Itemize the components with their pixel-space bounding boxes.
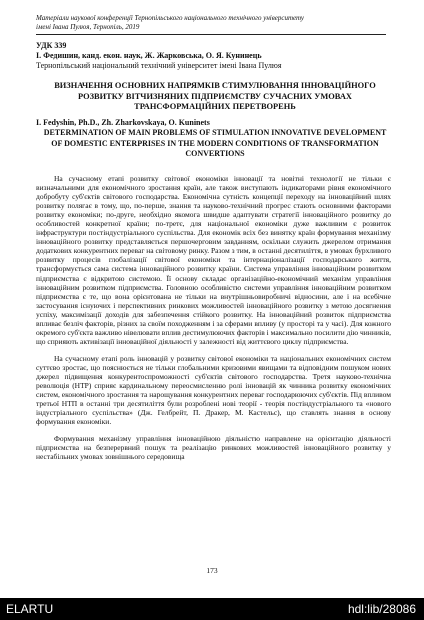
title-ukrainian: ВИЗНАЧЕННЯ ОСНОВНИХ НАПРЯМКІВ СТИМУЛЮВАННЯ ІННОВАЦІЙНОГО РОЗВИТКУ ВІТЧИЗНЯНИХ ПІДПРИЄМСТВУ СУЧАСНИХ УМОВАХ ТРАНСФОРМАЦІЙНИХ ПЕРЕТВОРЕНЬ	[54, 81, 376, 111]
header-line-1: Матеріали наукової конференції Тернопільського національного технічного університету	[36, 14, 305, 22]
article-body	[36, 174, 391, 461]
authors-english: I. Fedyshin, Ph.D., Zh. Zharkovskaya, O. Kuninets	[36, 118, 210, 127]
affiliation: Тернопільський національний технічний університет імені Івана Пулюя	[36, 61, 282, 70]
repository-name: ELARTU	[6, 602, 54, 616]
paragraph-1: На сучасному етапі розвитку світової економіки інновації та новітні технології не тільки є визначальними для економічного зростання країн, але також виступають індикаторами рівня економічного добробуту суб'єктів світового господарства. Економічна сутність концепції переходу на інноваційний шлях розвитку полягає в тому, що, по-перше, знання та науково-технічний прогрес стають основними факторами розвитку економіки; по-друге, необхідно якомога швидше адаптувати стратегії інноваційного розвитку до особливостей конкретної країни; по-третє, для національної економіки дуже важливим є розвиток інфраструктури постіндустріального суспільства. Для економік всіх без винятку країн формування механізму інноваційного розвитку представляється першочерговим завданням, оскільки служить джерелом отримання додаткових конкурентних переваг на світовому ринку. Разом з тим, в останні десятиліття, в умовах бурхливого розвитку процесів глобалізації світової економіки та інтернаціоналізації господарського життя, трансформується сама система інноваційного розвитку країни. Система управління інноваційним розвитком підприємства є відкритою системою. Її основу складає організаційно-економічний механізм управління інноваційним розвитком підприємства. Головною особливістю системи управління інноваційним розвитком підприємства є те, що вона орієнтована не тільки на внутрішньовиробничі відносини, але і на всебічне застосування існуючих і перспективних ринкових можливостей інноваційного розвитку з метою досягнення успіху, максимізації доходів для забезпечення стійкого розвитку. На інноваційний розвиток підприємства впливає безліч факторів, різних за своїм походженням і за сферами впливу (у просторі та у часі). Для кожного окремого суб'єкта важливо нівелювати вплив дестимулюючих факторів і максимально посилити дію чинників, що сприяють активізації інноваційної діяльності у залежності від життєвого циклу підприємства.	[36, 174, 391, 346]
handle-identifier[interactable]: hdl:lib/28086	[347, 602, 416, 616]
title-english: DETERMINATION OF MAIN PROBLEMS OF STIMULATION INNOVATIVE DEVELOPMENT OF DOMESTIC ENTERPRISES IN THE MODERN CONDITIONS OF TRANSFORMATION CONVERTIONS	[43, 128, 387, 158]
udk-code: УДК 339	[36, 41, 67, 50]
paragraph-3: Формування механізму управління інноваційною діяльністю направлене на орієнтацію діяльності підприємства на безперервний пошук та реалізацію ринкових можливостей інноваційного розвитку у нестабільних умовах зовнішнього середовища	[36, 434, 391, 462]
conference-header	[36, 14, 386, 35]
authors-ukrainian: І. Федишин, канд. екон. наук, Ж. Жарковська, О. Я. Кунинець	[36, 51, 262, 60]
header-line-2: імені Івана Пулюя, Тернопіль, 2019	[36, 23, 140, 31]
paragraph-2: На сучасному етапі роль інновацій у розвитку світової економіки та національних економічних систем суттєво зростає, що пояснюється не тільки глобальними кризовими явищами та відповідним пошуком нових джерел підвищення конкурентоспроможності суб'єктів світового господарства. Третя науково-технічна революція (НТР) сприяє кардинальному переосмисленню ролі інновацій як чинника розвитку економічних систем, економічного зростання та нарощування конкурентних переваг господарюючих суб'єктів. Під впливом третьої НТП в останні три десятиліття були розроблені нові теорії - теорія постіндустріального та «нового індустріального суспільства» (Дж. Гелбрейт, П. Дракер, М. Кастельс), що ставлять знання в основу формування економіки.	[36, 353, 391, 427]
page-number: 173	[206, 566, 218, 575]
repository-footer	[0, 598, 424, 620]
